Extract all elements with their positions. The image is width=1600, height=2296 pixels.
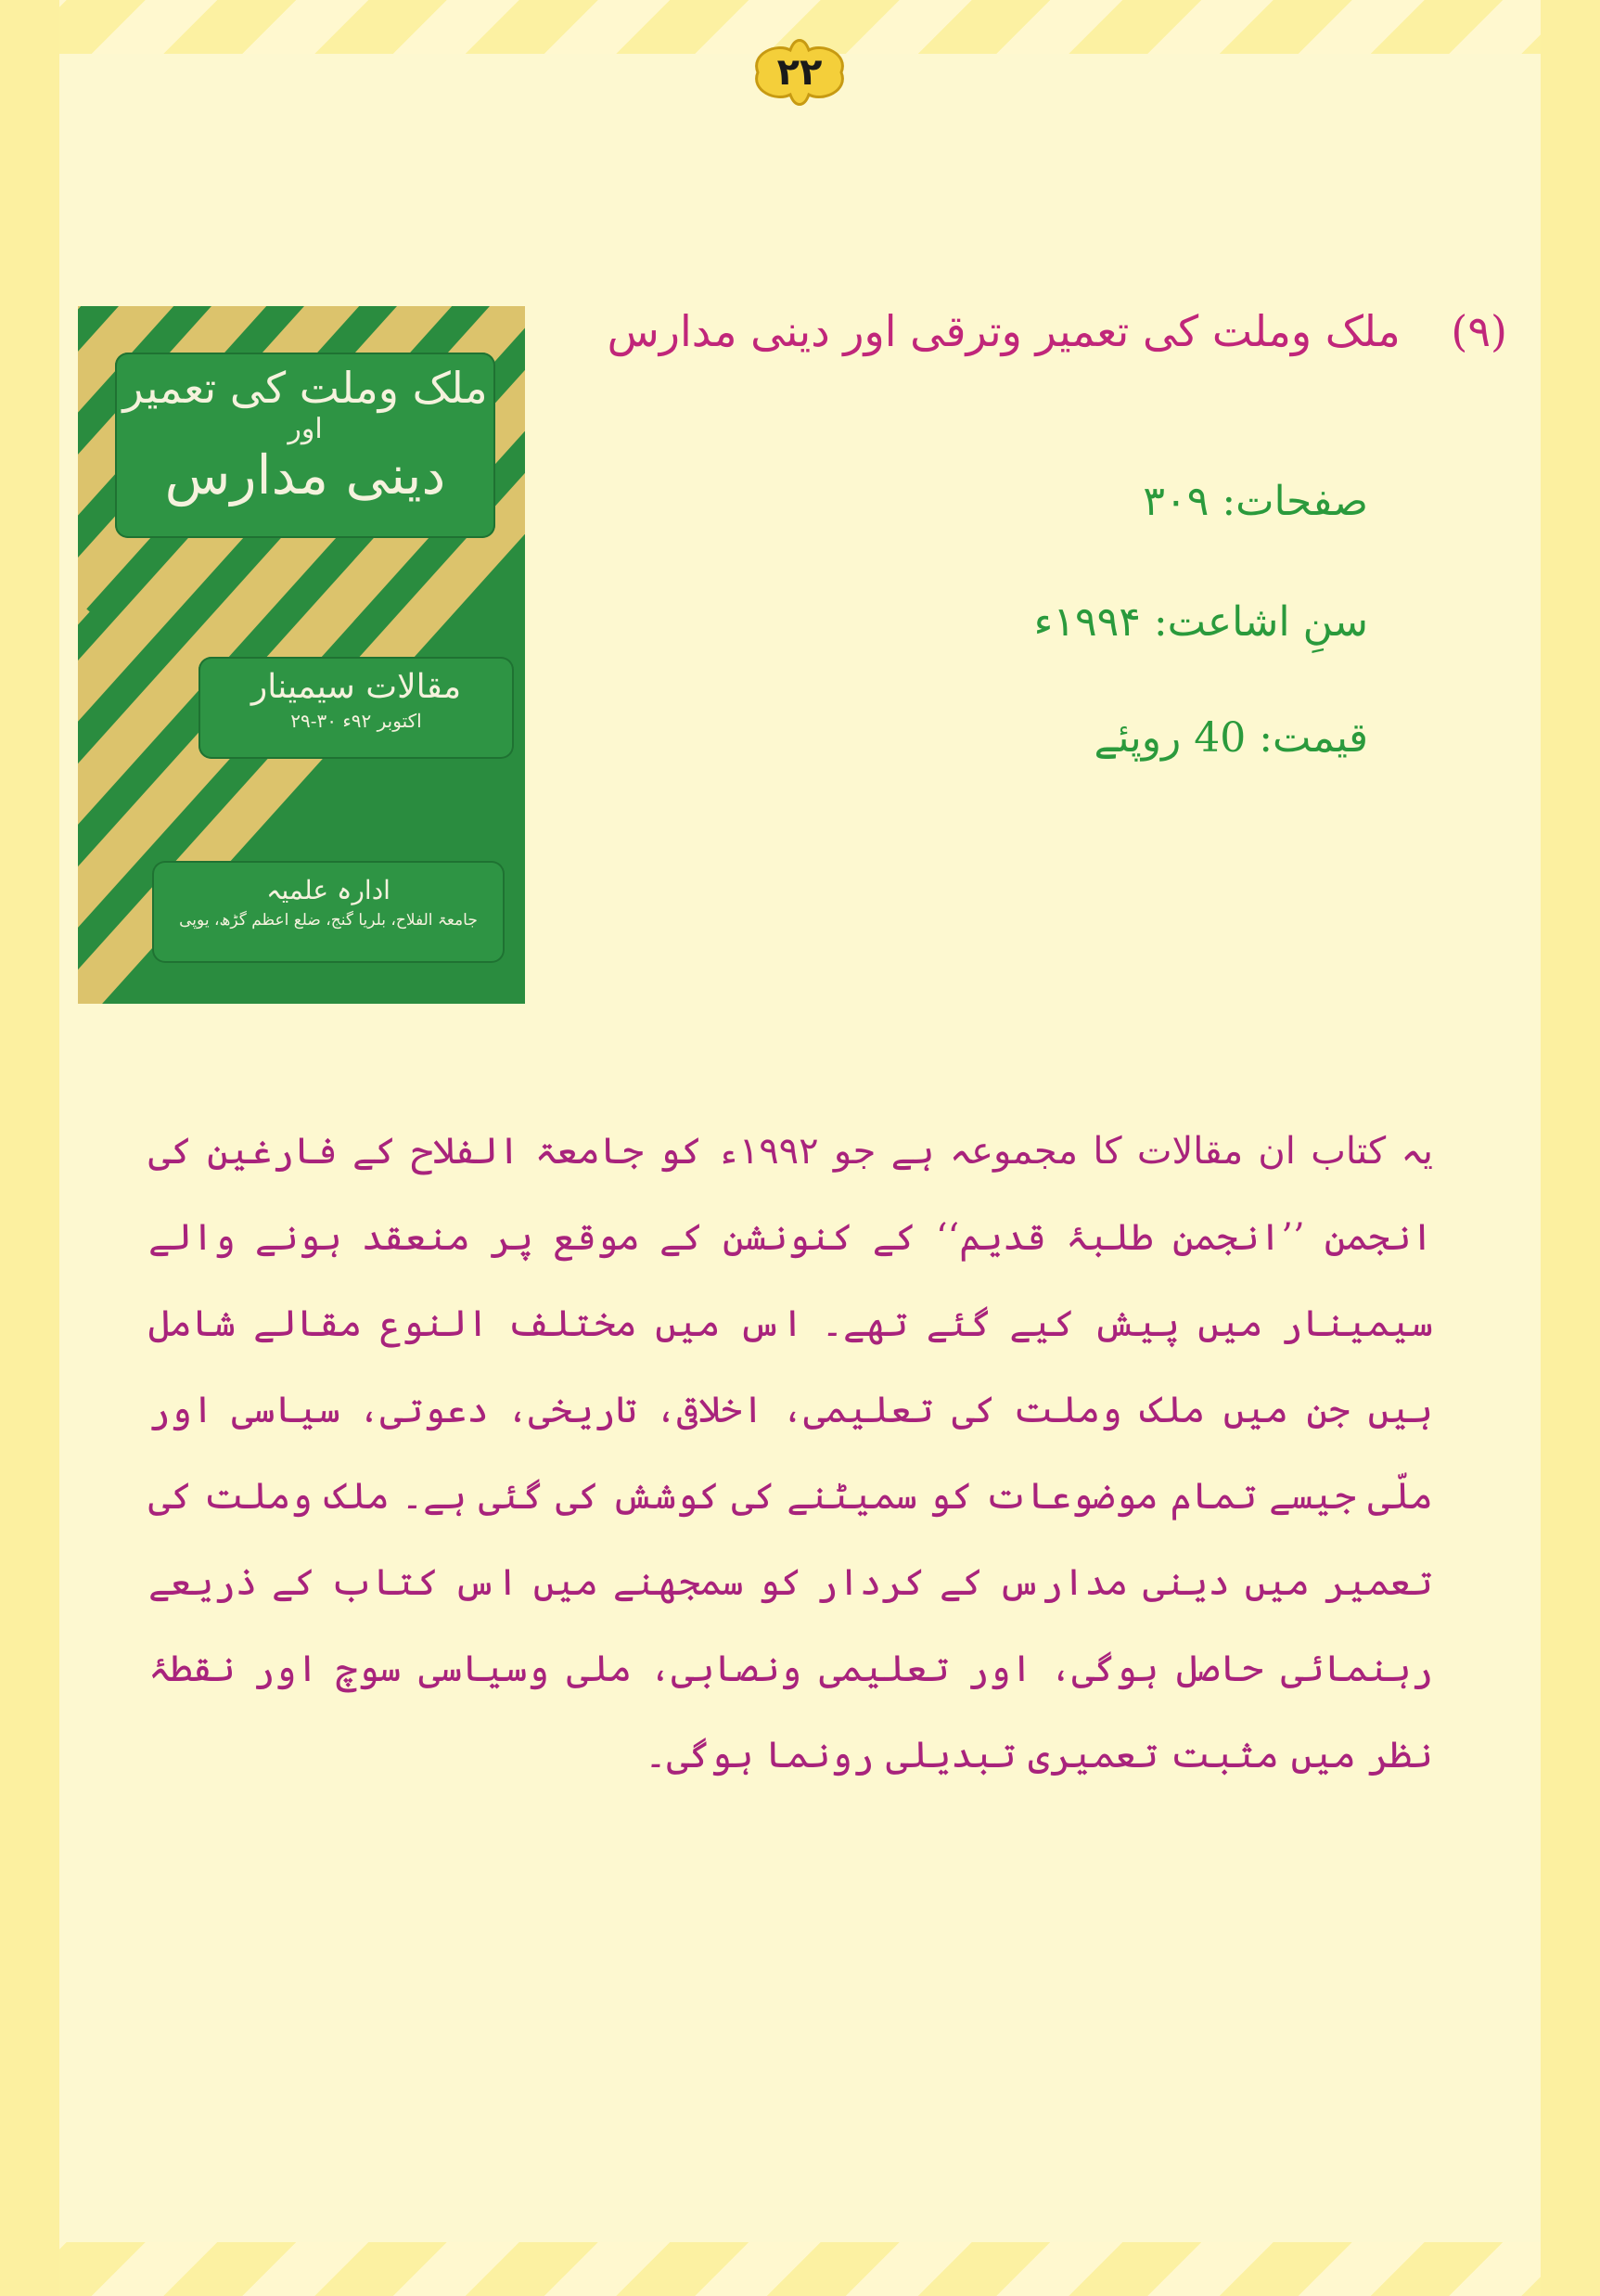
cover-subtitle-box bbox=[198, 657, 514, 759]
entry-year: سنِ اشاعت: ۱۹۹۴ء bbox=[1033, 598, 1368, 646]
left-border bbox=[0, 0, 59, 2296]
entry-description: یہ کتاب ان مقالات کا مجموعہ ہے جو ۱۹۹۲ء کو جامعۃ الفلاح کے فارغین کی انجمن ’’انجمن طلبۂ قدیم‘‘ کے کنونشن کے موقع پر منعقد ہونے والے سیمینار میں پیش کیے گئے تھے۔ اس میں مختلف النوع مقالے شامل ہیں جن میں ملک وملت کی تعلیمی، اخلاقی، تاریخی، دعوتی، سیاسی اور ملّی جیسے تمام موضوعات کو سمیٹنے کی کوشش کی گئی ہے۔ ملک وملت کی تعمیر میں دینی مدارس کے کردار کو سمجھنے میں اس کتاب کے ذریعے رہنمائی حاصل ہوگی، اور تعلیمی ونصابی، ملی وسیاسی سوچ اور نقطۂ نظر میں مثبت تعمیری تبدیلی رونما ہوگی۔ bbox=[148, 1130, 1433, 1777]
bottom-border bbox=[0, 2242, 1600, 2296]
entry-heading bbox=[607, 306, 1507, 371]
entry-number: (۹) bbox=[1451, 306, 1507, 356]
cover-date: ۲۹-۳۰ اکتوبر ۹۲ء bbox=[290, 710, 422, 732]
cover-title-line3: دینی مدارس bbox=[164, 443, 446, 507]
page-number-badge bbox=[749, 35, 851, 109]
cover-address: جامعۃ الفلاح، بلریا گنج، ضلع اعظم گڑھ، یوپی bbox=[179, 911, 478, 930]
entry-pages: صفحات: ۳۰۹ bbox=[1143, 478, 1368, 525]
page-number: ۲۲ bbox=[776, 51, 823, 94]
cover-subtitle: مقالات سیمینار bbox=[250, 668, 462, 706]
cover-title-box bbox=[115, 353, 495, 538]
right-border bbox=[1541, 0, 1600, 2296]
book-cover bbox=[78, 306, 525, 1004]
cover-title-line2: اور bbox=[288, 413, 323, 445]
cover-publisher-box bbox=[152, 861, 505, 963]
entry-price: قیمت: 40 روپئے bbox=[1094, 714, 1368, 762]
cover-title-line1: ملک وملت کی تعمیر bbox=[122, 363, 488, 413]
entry-title: ملک وملت کی تعمیر وترقی اور دینی مدارس bbox=[607, 306, 1401, 356]
cover-publisher: ادارہ علمیہ bbox=[266, 875, 390, 905]
